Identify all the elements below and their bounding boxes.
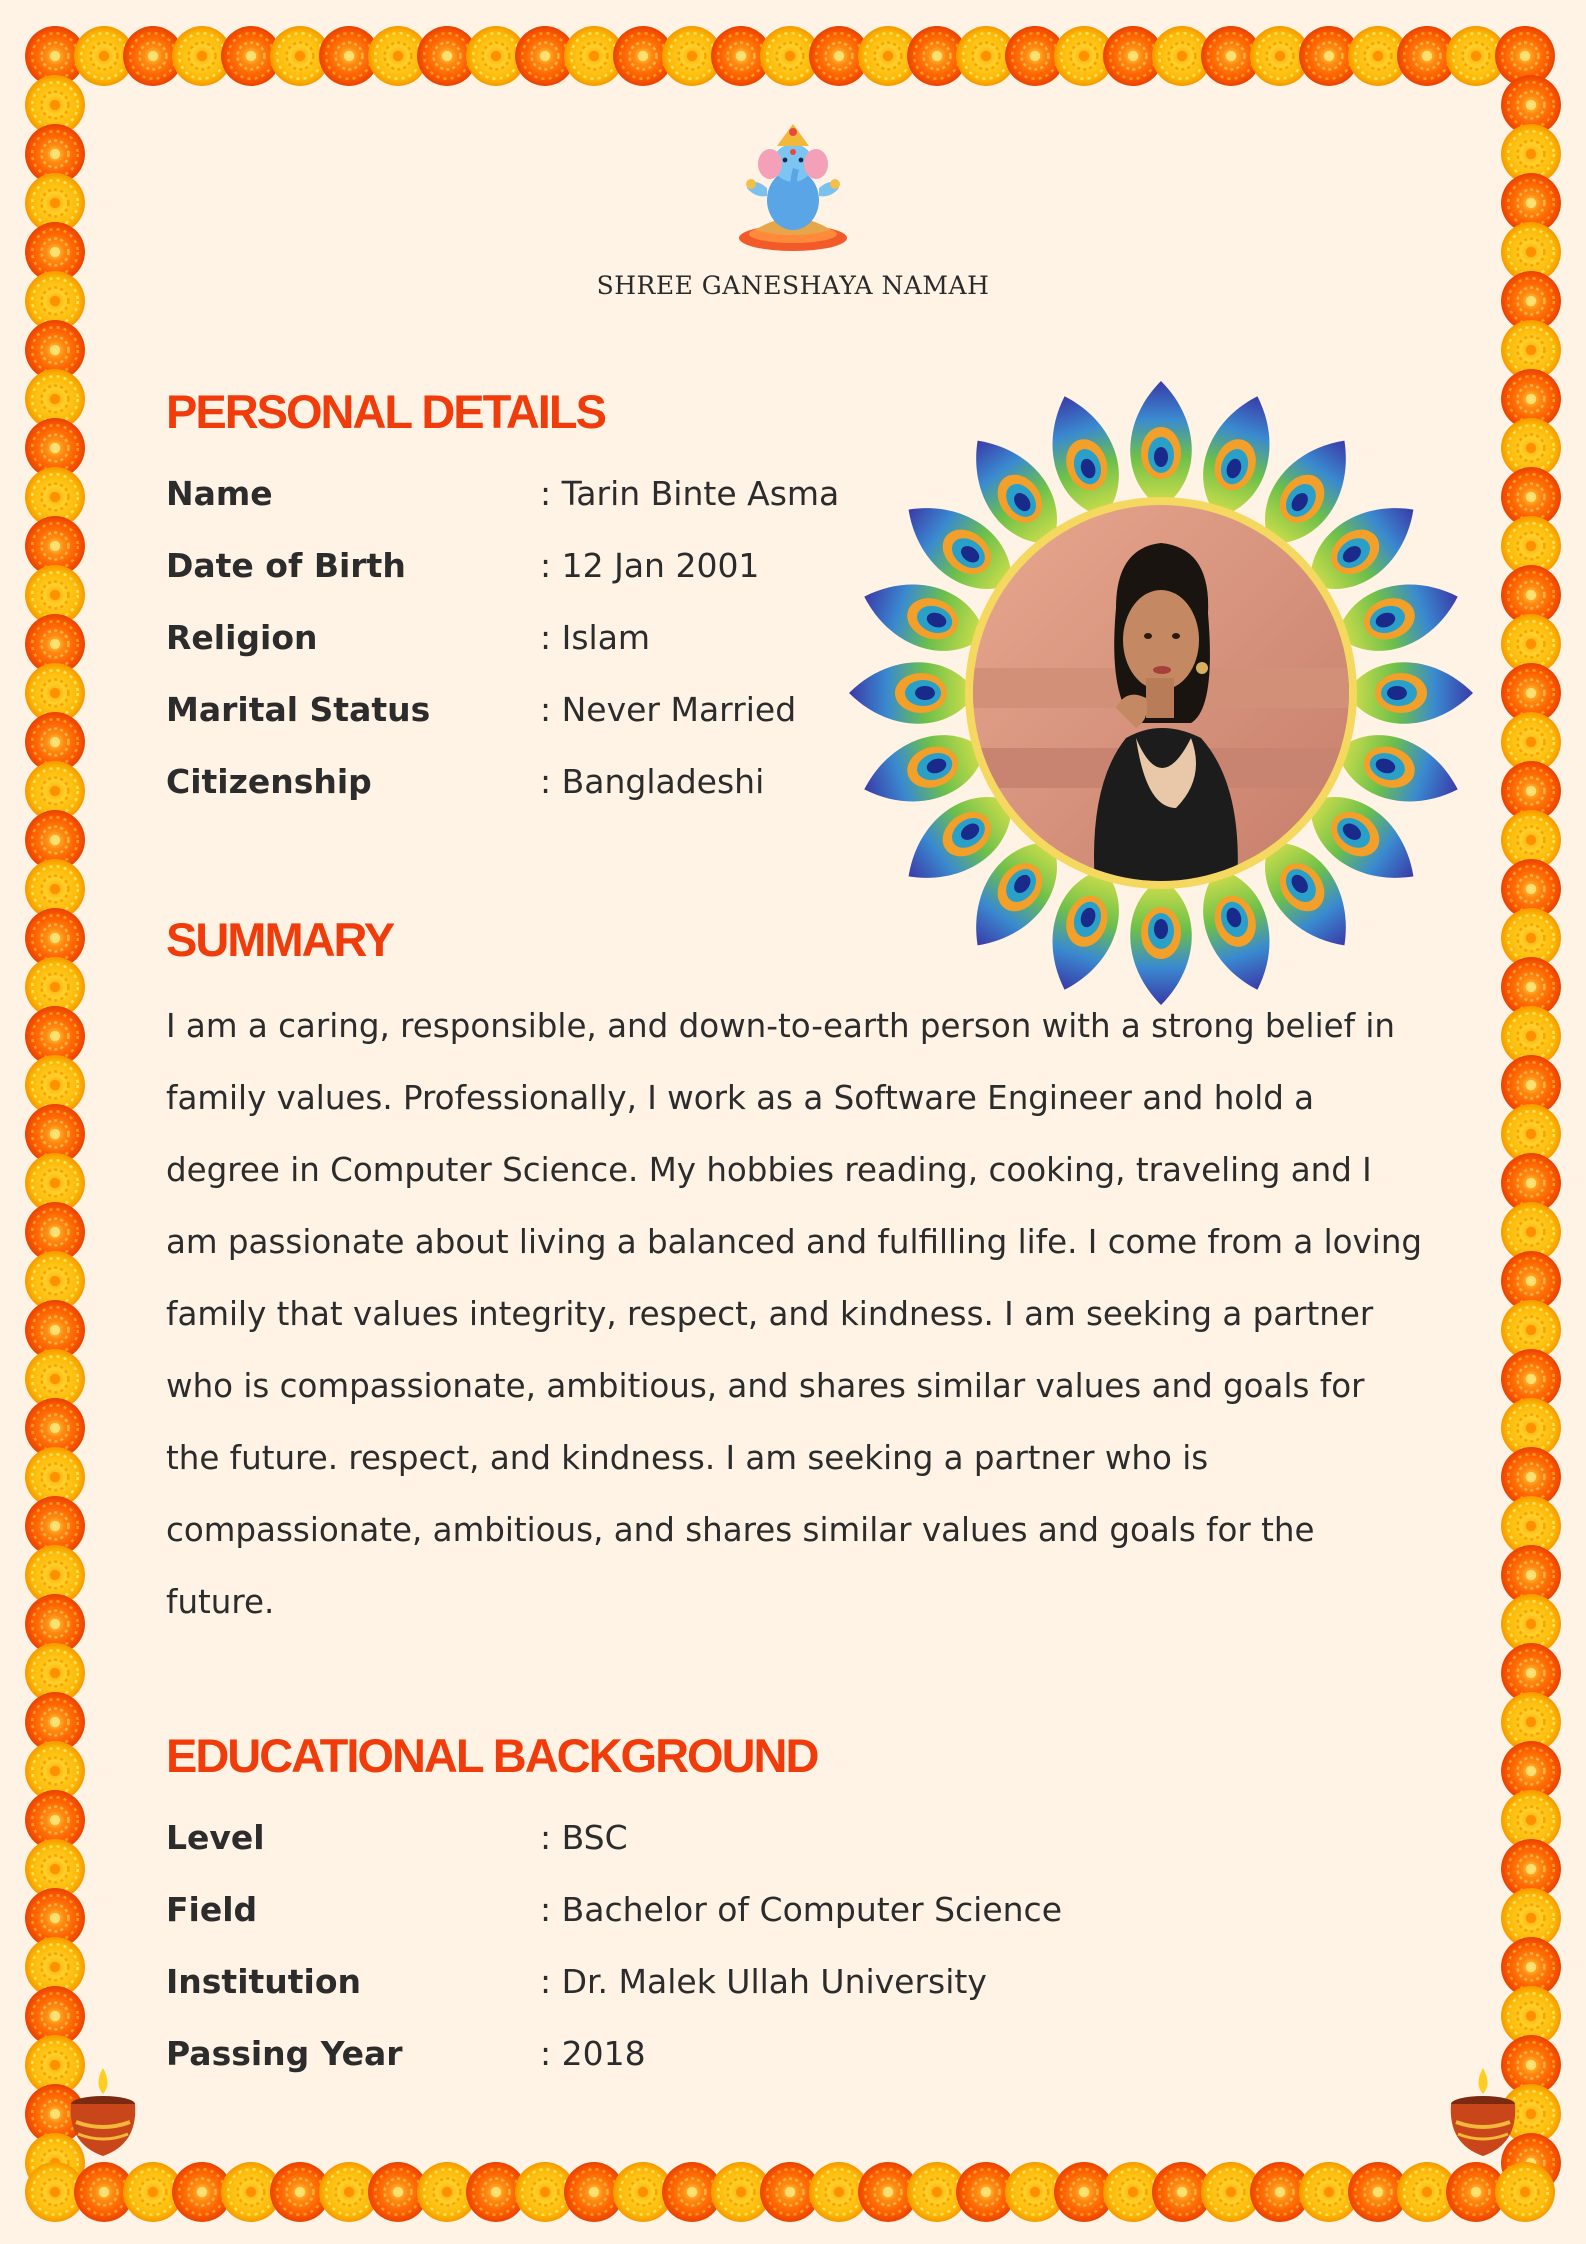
personal-value: : Tarin Binte Asma [540, 474, 840, 513]
personal-label: Marital Status [166, 690, 431, 729]
profile-photo-frame [846, 378, 1476, 1008]
personal-value: : Bangladeshi [540, 762, 765, 801]
personal-value: : Never Married [540, 690, 797, 729]
personal-label: Citizenship [166, 762, 372, 801]
education-label: Passing Year [166, 2034, 403, 2073]
education-value: : Dr. Malek Ullah University [540, 1962, 987, 2001]
personal-label: Religion [166, 618, 318, 657]
diya-lamp-right-icon [1438, 2064, 1528, 2164]
personal-label: Name [166, 474, 273, 513]
personal-value: : 12 Jan 2001 [540, 546, 760, 585]
summary-heading: SUMMARY [166, 913, 394, 966]
ganesha-icon [733, 118, 853, 253]
education-label: Institution [166, 1962, 362, 2001]
education-label: Level [166, 1818, 265, 1857]
education-value: : Bachelor of Computer Science [540, 1890, 1063, 1929]
education-value: : 2018 [540, 2034, 646, 2073]
personal-label: Date of Birth [166, 546, 406, 585]
header [0, 118, 1586, 300]
summary-text: I am a caring, responsible, and down-to-earth person with a strong belief in family values. Professionally, I work as a Software Engineer and hold a degree in Computer Science. My hobbies reading, cooking, traveling and I am passionate about living a balanced and fulfilling life. I come from a loving family that values integrity, respect, and kindness. I am seeking a partner who is compassionate, ambitious, and shares similar values and goals for the future. respect, and kindness. I am seeking a partner who is compassionate, ambitious, and shares similar values and goals for the future. [166, 1007, 1423, 1621]
education-heading: EDUCATIONAL BACKGROUND [166, 1729, 818, 1782]
education-value: : BSC [540, 1818, 628, 1857]
personal-details-heading: PERSONAL DETAILS [166, 385, 605, 438]
education-label: Field [166, 1890, 258, 1929]
personal-value: : Islam [540, 618, 651, 657]
diya-lamp-left-icon [58, 2064, 148, 2164]
tagline: SHREE GANESHAYA NAMAH [596, 271, 990, 300]
